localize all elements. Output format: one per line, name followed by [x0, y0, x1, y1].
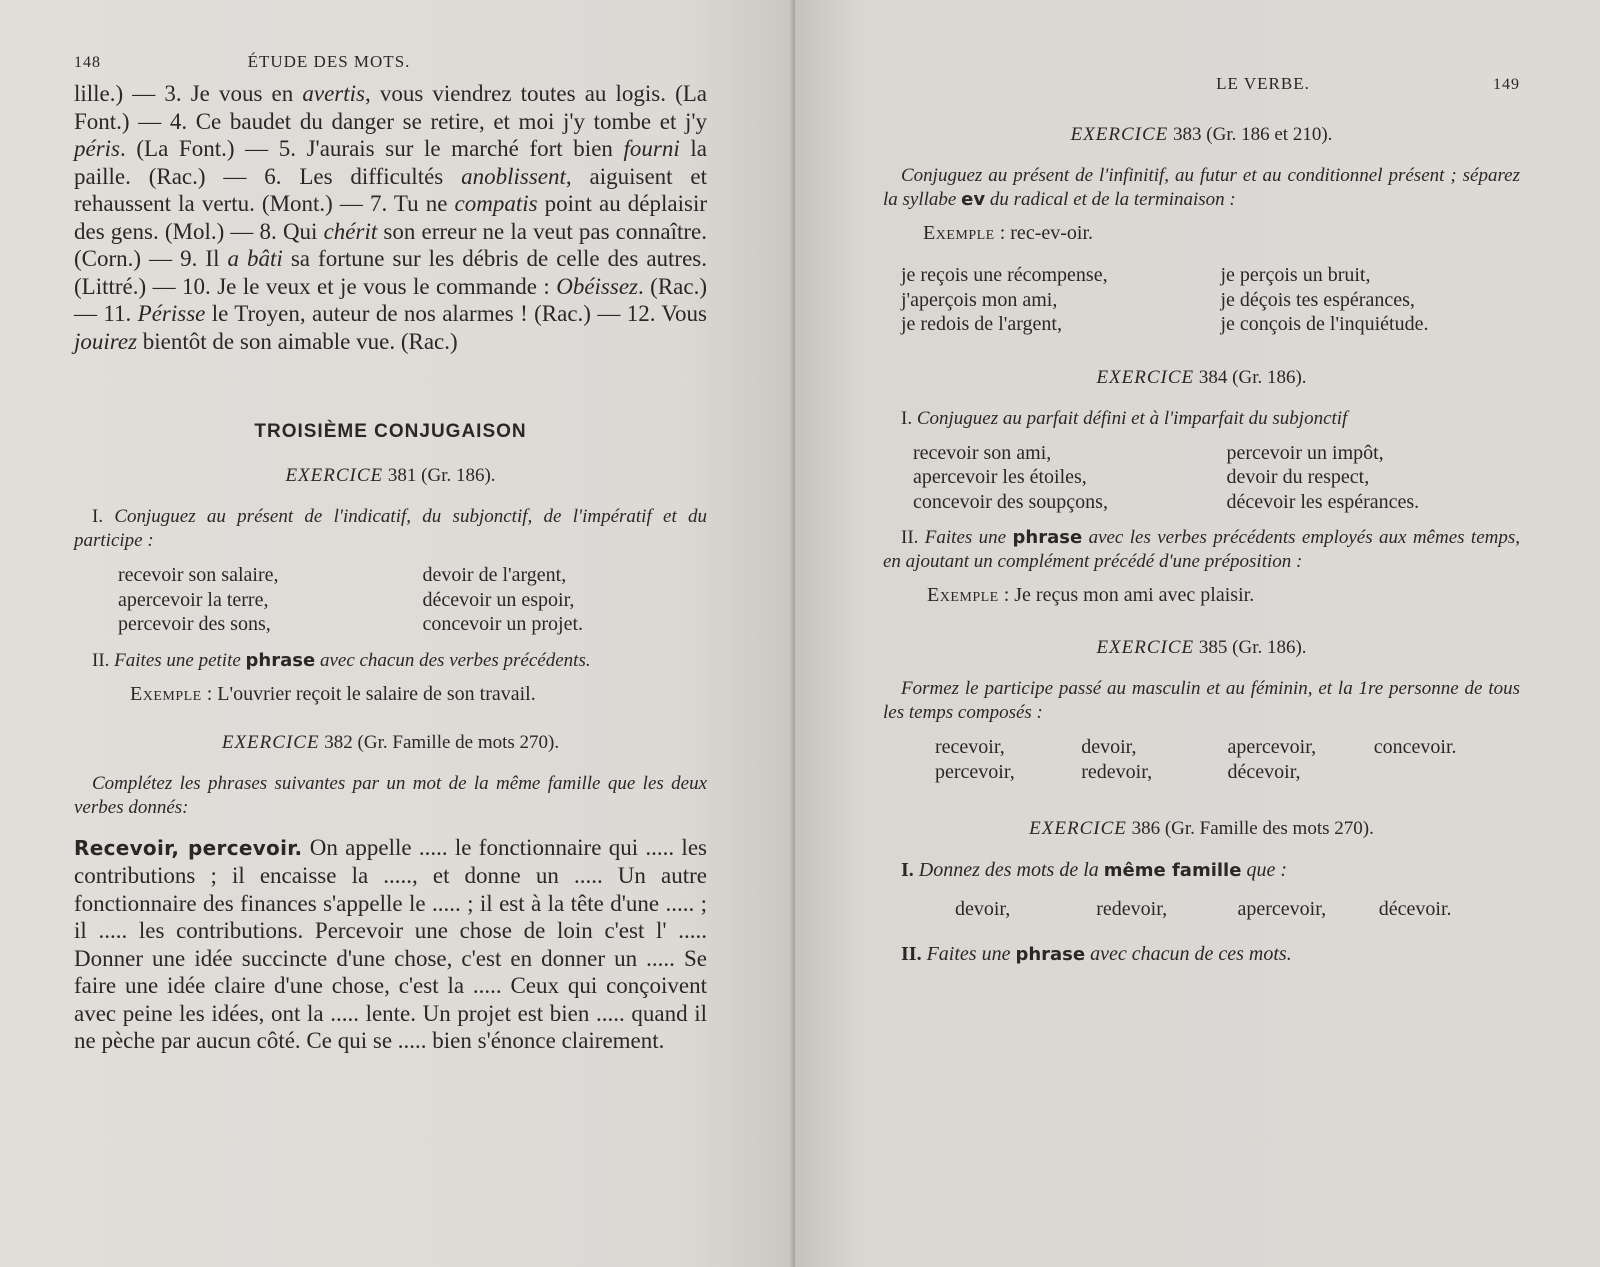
exercise-383: [883, 124, 1520, 337]
verb-word: percevoir,: [935, 760, 1015, 783]
text-run: , vous viendrez toutes au logis. (La Font.) — 4. Ce baudet du danger se retire, et moi j'y tombe et j'y: [74, 81, 707, 134]
example-label: Exemple: [923, 222, 995, 244]
instruction-text: avec chacun de ces mots.: [1090, 942, 1292, 965]
verb-phrase: décevoir les espérances.: [1226, 490, 1420, 513]
exercise-381-instruction-i: [74, 505, 707, 553]
italic-verb: péris: [74, 136, 120, 161]
instruction-bold: même famille: [1103, 860, 1242, 881]
italic-verb: a bâti: [227, 246, 283, 271]
exercise-number: 384 (Gr. 186).: [1198, 366, 1307, 388]
exercise-381-example: [74, 683, 707, 706]
italic-verb: fourni: [623, 136, 680, 161]
verb-word: devoir,: [1081, 736, 1137, 758]
sentence: je redois de l'argent,: [901, 313, 1062, 335]
exercise-382-title: [74, 732, 707, 754]
verb-word: redevoir,: [1096, 898, 1168, 920]
instruction-text: avec les verbes précédents employés aux mêmes temps, en ajoutant un complément précédé d'une préposition :: [883, 527, 1520, 572]
instruction-bold: phrase: [1015, 943, 1086, 965]
sentence: j'aperçois mon ami,: [901, 288, 1058, 311]
verb-column-1: [913, 441, 1207, 515]
exercise-382-text: [74, 834, 707, 1055]
exercise-number: 386 (Gr. Famille des mots 270).: [1131, 818, 1374, 839]
italic-verb: avertis: [302, 81, 365, 106]
exercise-label: EXERCICE: [1029, 818, 1127, 839]
example-text: : Je reçus mon ami avec plaisir.: [998, 584, 1255, 606]
verb-phrase: apercevoir les étoiles,: [913, 466, 1087, 488]
sentence: je conçois de l'inquiétude.: [1220, 313, 1429, 335]
exercise-386: [883, 818, 1520, 967]
instruction-text: Conjuguez au présent de l'indicatif, du subjonctif, de l'impératif et du participe :: [74, 506, 707, 551]
running-head-title-left: ÉTUDE DES MOTS.: [247, 52, 411, 71]
italic-verb: Périsse: [137, 301, 206, 326]
verb-column-2: [423, 563, 708, 637]
exercise-383-title: [883, 124, 1520, 146]
right-running-head: [883, 74, 1520, 94]
verb-phrase: recevoir son ami,: [913, 441, 1052, 464]
exercise-381-verbs: [74, 563, 707, 637]
page-number-right: 149: [1493, 76, 1520, 93]
left-running-head: [74, 52, 707, 72]
verb-phrase: concevoir un projet.: [422, 613, 583, 635]
italic-verb: anoblissent: [461, 163, 566, 189]
verb-word: devoir,: [955, 898, 1011, 920]
verb-phrase: devoir de l'argent,: [422, 564, 567, 586]
exercise-384-instruction-ii: [883, 526, 1520, 574]
instruction-text: Faites une: [924, 527, 1007, 548]
exercise-382: [74, 732, 707, 1055]
exercise-label: EXERCICE: [285, 465, 384, 486]
italic-verb: chérit: [323, 218, 378, 244]
example-label: Exemple: [130, 682, 202, 705]
exercise-382-body: On appelle ..... le fonctionnaire qui ..... les contributions ; il encaisse la ....., et donne un ..... Un autre fonctionnaire des finances s'appelle le ..... ; il est à la tête d'une ..... ; il ..... les contributions. Percevoir une chose de loin c'est l' ..... Donner une idée succincte d'une chose, c'est en donner un ..... Se faire une idée claire d'une chose, c'est la ..... Ceux qui conçoivent avec peine les idées, ont la ..... lente. Un projet est bien ..... quand il ne pèche par aucun côté. Ce qui se ..... bien s'énonce clairement.: [74, 834, 707, 1053]
left-page: [0, 0, 795, 1267]
exercise-382-lead: Recevoir, percevoir.: [74, 835, 303, 860]
exercise-381-title: [74, 465, 707, 487]
instruction-text: Conjuguez au présent de l'infinitif, au futur et au conditionnel présent ; séparez la syllabe: [883, 165, 1520, 210]
right-page: [795, 0, 1600, 1267]
exercise-382-instruction: Complétez les phrases suivantes par un mot de la même famille que les deux verbes donnés:: [74, 772, 707, 818]
verb-word: recevoir,: [935, 736, 1005, 758]
exercise-386-words: [883, 897, 1520, 922]
exercise-383-instruction: [883, 164, 1520, 212]
exercise-number: 382 (Gr. Famille de mots 270).: [324, 731, 560, 753]
text-run: le Troyen, auteur de nos alarmes ! (Rac.) — 12. Vous: [205, 301, 707, 326]
verb-phrase: concevoir des soupçons,: [913, 490, 1108, 513]
italic-verb: compatis: [454, 191, 538, 216]
roman-numeral: II.: [901, 527, 919, 548]
instruction-text: avec chacun des verbes précédents.: [319, 649, 591, 671]
instruction-text: Conjuguez au parfait défini et à l'imparfait du subjonctif: [916, 407, 1348, 429]
instruction-text: Donnez des mots de la: [918, 859, 1099, 881]
sentence: je perçois un bruit,: [1220, 264, 1371, 286]
verb-word: apercevoir,: [1237, 898, 1327, 920]
exercise-384-instruction-i: [883, 407, 1520, 431]
verb-word: concevoir.: [1373, 736, 1457, 758]
exercise-384: [883, 367, 1520, 608]
exercise-number: 385 (Gr. 186).: [1198, 637, 1307, 658]
example-text: : L'ouvrier reçoit le salaire de son travail.: [201, 682, 536, 705]
text-run: , aiguisent et rehaussent la vertu. (Mont.) — 7. Tu ne: [74, 163, 707, 216]
verb-phrase: percevoir des sons,: [118, 613, 271, 635]
text-run: sa fortune sur les débris de celle des autres. (Littré.) — 10. Je le veux et je vous le commande :: [74, 246, 708, 299]
verb-column-2: [1227, 441, 1521, 515]
exercise-385-verbs: [883, 735, 1520, 784]
text-run: son erreur ne la veut pas connaître. (Corn.) — 9. Il: [74, 218, 707, 271]
verb-word: décevoir,: [1227, 760, 1301, 783]
sentence: je reçois une récompense,: [901, 264, 1108, 286]
exercise-label: EXERCICE: [1070, 124, 1169, 145]
roman-numeral: II.: [92, 649, 110, 671]
text-run: lille.) — 3. Je vous en: [74, 81, 303, 106]
section-heading: TROISIÈME CONJUGAISON: [254, 421, 527, 442]
exercise-384-title: [883, 367, 1520, 389]
exercise-381-instruction-ii: [74, 649, 707, 673]
verb-phrase: décevoir un espoir,: [422, 588, 575, 611]
verb-word: redevoir,: [1081, 760, 1153, 783]
roman-numeral: II.: [901, 942, 922, 965]
roman-numeral: I.: [901, 407, 913, 429]
instruction-text: du radical et de la terminaison :: [989, 189, 1236, 210]
verb-word: décevoir.: [1378, 898, 1452, 920]
exercise-384-verbs: [883, 441, 1520, 515]
instruction-text: Faites une: [926, 942, 1011, 965]
roman-numeral: I.: [901, 859, 914, 881]
exercise-386-instruction-i: [883, 858, 1520, 883]
verb-column-1: [118, 563, 403, 637]
sentence-column-1: [901, 263, 1201, 337]
example-text: : rec-ev-oir.: [994, 222, 1093, 244]
exercise-number: 383 (Gr. 186 et 210).: [1173, 124, 1333, 145]
verb-word: [1374, 760, 1520, 785]
instruction-bold: ev: [961, 189, 986, 210]
exercise-386-instruction-ii: [883, 942, 1520, 967]
verb-phrase: percevoir un impôt,: [1226, 441, 1384, 464]
exercise-386-title: [883, 818, 1520, 840]
page-number-left: 148: [74, 54, 101, 71]
exercise-383-example: [883, 222, 1520, 245]
running-head-title-right: LE VERBE.: [1216, 74, 1310, 93]
instruction-text: Faites une petite: [114, 649, 241, 671]
text-run: la paille. (Rac.) — 6. Les difficultés: [74, 136, 707, 189]
sentence: je déçois tes espérances,: [1220, 288, 1415, 311]
example-label: Exemple: [927, 584, 999, 606]
exercise-385-title: [883, 637, 1520, 659]
text-run: point au déplaisir des gens. (Mol.) — 8. Qui: [74, 191, 707, 244]
continuation-paragraph: [74, 80, 707, 355]
exercise-384-example: [883, 584, 1520, 607]
text-run: . (La Font.) — 5. J'aurais sur le marché fort bien: [120, 136, 624, 161]
exercise-381: [74, 465, 707, 706]
sentence-column-2: [1221, 263, 1521, 337]
text-run: bientôt de son aimable vue. (Rac.): [137, 328, 458, 354]
exercise-385: [883, 637, 1520, 784]
instruction-bold: phrase: [1012, 527, 1083, 548]
instruction-text: que :: [1246, 859, 1287, 881]
verb-word: apercevoir,: [1227, 736, 1317, 758]
verb-phrase: recevoir son salaire,: [118, 564, 279, 586]
exercise-label: EXERCICE: [221, 731, 320, 753]
instruction-bold: phrase: [245, 649, 316, 671]
exercise-label: EXERCICE: [1096, 637, 1195, 658]
text-run: . (Rac.) — 11.: [74, 273, 708, 326]
verb-phrase: apercevoir la terre,: [118, 588, 269, 611]
exercise-383-sentences: [883, 263, 1520, 337]
exercise-number: 381 (Gr. 186).: [387, 465, 496, 486]
italic-verb: Obéissez: [556, 273, 638, 299]
italic-verb: jouirez: [74, 328, 138, 354]
exercise-385-instruction: Formez le participe passé au masculin et au féminin, et la 1re personne de tous les temps composés :: [883, 678, 1520, 723]
roman-numeral: I.: [92, 506, 104, 527]
verb-phrase: devoir du respect,: [1226, 466, 1370, 488]
exercise-label: EXERCICE: [1096, 366, 1195, 388]
